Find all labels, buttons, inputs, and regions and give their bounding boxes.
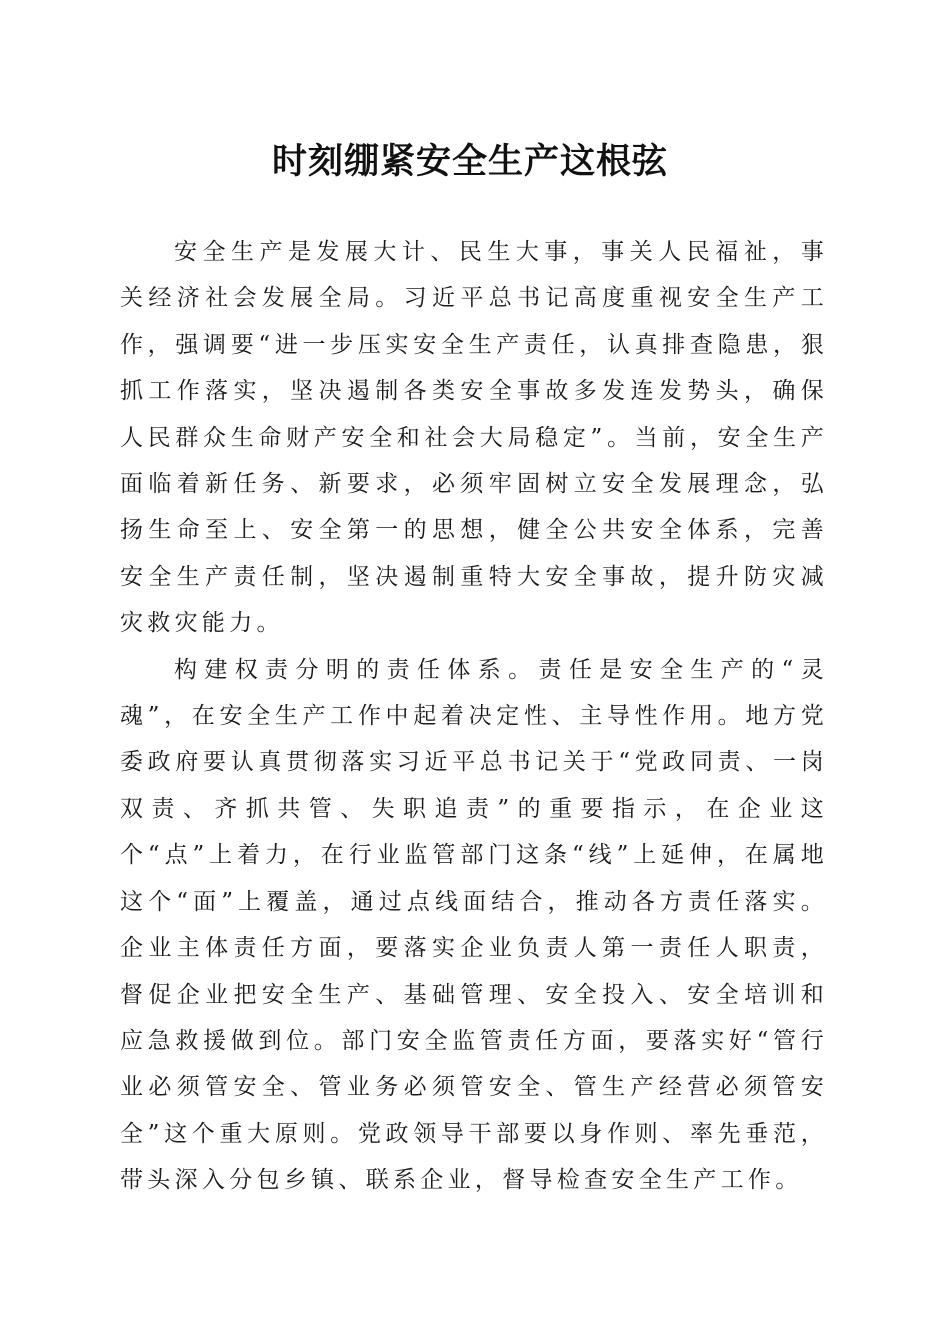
document-title: 时刻绷紧安全生产这根弦 (271, 141, 668, 182)
paragraph-2: 构建权责分明的责任体系。责任是安全生产的“灵魂”，在安全生产工作中起着决定性、主导性作用。地方党委政府要认真贯彻落实习近平总书记关于“党政同责、一岗双责、齐抓共管、失职追责”的重要指示，在企业这个“点”上着力，在行业监管部门这条“线”上延伸，在属地这个“面”上覆盖，通过点线面结合，推动各方责任落实。企业主体责任方面，要落实企业负责人第一责任人职责，督促企业把安全生产、基础管理、安全投入、安全培训和应急救援做到位。部门安全监管责任方面，要落实好“管行业必须管安全、管业务必须管安全、管生产经营必须管安全”这个重大原则。党政领导干部要以身作则、率先垂范，带头深入分包乡镇、联系企业，督导检查安全生产工作。 (120, 656, 828, 1194)
document-body (120, 229, 828, 1204)
paragraph-1: 安全生产是发展大计、民生大事，事关人民福祉，事关经济社会发展全局。习近平总书记高度重视安全生产工作，强调要“进一步压实安全生产责任，认真排查隐患，狠抓工作落实，坚决遏制各类安全事故多发连发势头，确保人民群众生命财产安全和社会大局稳定”。当前，安全生产面临着新任务、新要求，必须牢固树立安全发展理念，弘扬生命至上、安全第一的思想，健全公共安全体系，完善安全生产责任制，坚决遏制重特大安全事故，提升防灾减灾救灾能力。 (120, 239, 828, 637)
